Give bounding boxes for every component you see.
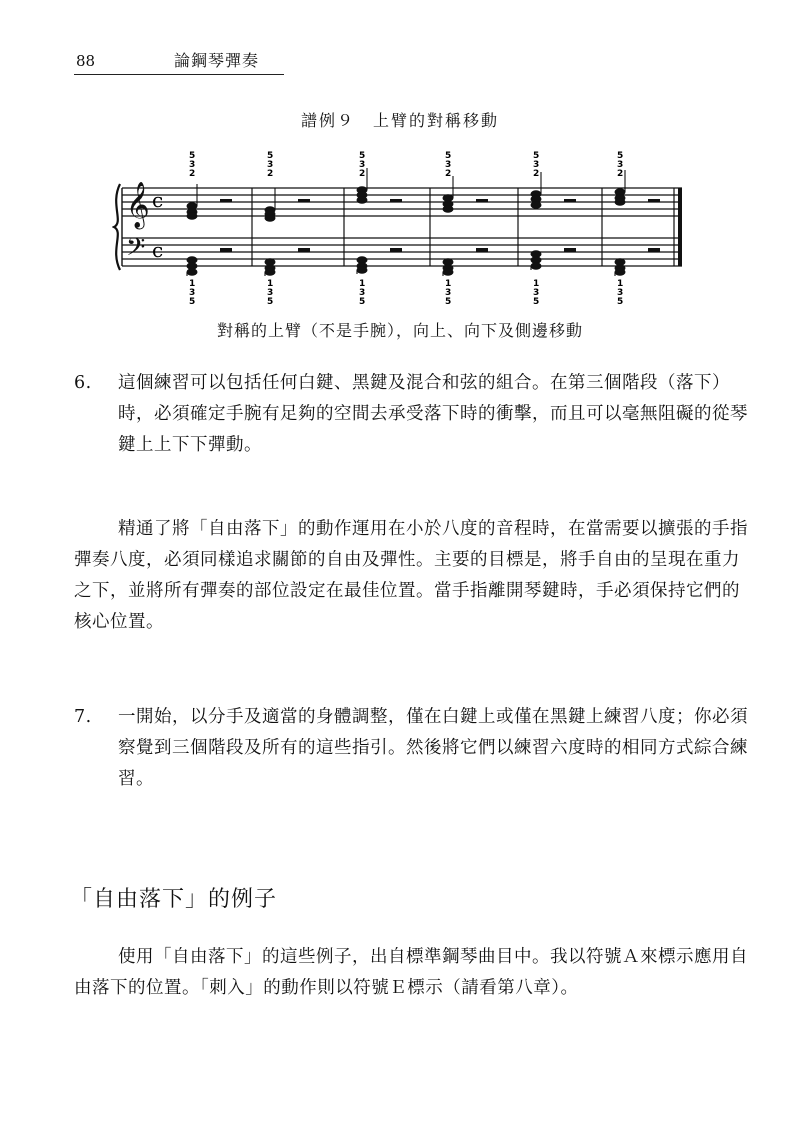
bass-note — [265, 268, 276, 276]
treble-fingering: 3 — [533, 160, 540, 170]
bass-note — [187, 268, 198, 276]
page-number: 88 — [76, 52, 96, 70]
treble-fingering: 5 — [533, 151, 540, 161]
bass-fingering: 1 — [359, 279, 366, 289]
bass-half-rest — [648, 248, 660, 252]
example-title: 譜例９ 上臂的對稱移動 — [300, 111, 499, 130]
section-heading: 「自由落下」的例子 — [70, 887, 278, 912]
treble-half-rest — [648, 199, 660, 203]
bass-note — [531, 262, 542, 270]
treble-half-rest — [298, 199, 310, 203]
music-score — [112, 144, 690, 312]
treble-fingering: 2 — [189, 169, 196, 179]
treble-fingering: 3 — [445, 160, 452, 170]
bass-note — [357, 266, 368, 274]
bass-clef-icon: 𝄢 — [126, 233, 146, 268]
item-text: 一開始，以分手及適當的身體調整，僅在白鍵上或僅在黑鍵上練習八度；你必須察覺到三個階段及所有的這些指引。然後將它們以練習六度時的相同方式綜合練習。 — [118, 707, 748, 789]
bass-fingering: 3 — [445, 288, 452, 298]
bass-fingering: 5 — [267, 297, 274, 307]
treble-fingering: 3 — [359, 160, 366, 170]
treble-half-rest — [220, 199, 232, 203]
bass-fingering: 1 — [617, 279, 624, 289]
treble-fingering: 3 — [189, 160, 196, 170]
bass-fingering: 3 — [267, 288, 274, 298]
treble-half-rest — [390, 199, 402, 203]
bass-fingering: 5 — [359, 297, 366, 307]
bass-half-rest — [476, 248, 488, 252]
bass-fingering: 3 — [533, 288, 540, 298]
bass-fingering: 5 — [189, 297, 196, 307]
time-signature-treble: c — [152, 188, 164, 212]
bass-fingering: 3 — [359, 288, 366, 298]
treble-note — [443, 205, 454, 213]
treble-fingering: 2 — [617, 169, 624, 179]
item-number: 6. — [74, 373, 92, 393]
treble-note — [187, 212, 198, 220]
bass-half-rest — [390, 248, 402, 252]
bass-note — [615, 268, 626, 276]
bass-fingering: 1 — [189, 279, 196, 289]
bass-fingering: 5 — [617, 297, 624, 307]
item-text: 這個練習可以包括任何白鍵、黑鍵及混合和弦的組合。在第三個階段（落下）時，必須確定手腕有足夠的空間去承受落下時的衝擊，而且可以毫無阻礙的從琴鍵上上下下彈動。 — [118, 373, 748, 455]
treble-half-rest — [476, 199, 488, 203]
bass-half-rest — [298, 248, 310, 252]
treble-clef-icon: 𝄞 — [126, 182, 150, 228]
treble-fingering: 2 — [267, 169, 274, 179]
treble-fingering: 2 — [359, 169, 366, 179]
treble-fingering: 2 — [533, 169, 540, 179]
treble-fingering: 3 — [617, 160, 624, 170]
bass-fingering: 5 — [445, 297, 452, 307]
treble-note — [615, 198, 626, 206]
bass-fingering: 5 — [533, 297, 540, 307]
treble-fingering: 5 — [445, 151, 452, 161]
treble-fingering: 2 — [445, 169, 452, 179]
bass-half-rest — [220, 248, 232, 252]
bass-fingering: 1 — [533, 279, 540, 289]
bass-half-rest — [564, 248, 576, 252]
bass-staff — [122, 238, 682, 266]
treble-half-rest — [564, 199, 576, 203]
treble-fingering: 5 — [617, 151, 624, 161]
treble-fingering: 5 — [189, 151, 196, 161]
example-caption: 對稱的上臂（不是手腕），向上、向下及側邊移動 — [216, 321, 583, 340]
time-signature-bass: c — [152, 238, 164, 262]
treble-note — [357, 196, 368, 204]
treble-fingering: 5 — [359, 151, 366, 161]
bass-note — [443, 268, 454, 276]
bass-fingering: 3 — [617, 288, 624, 298]
bass-fingering: 3 — [189, 288, 196, 298]
treble-fingering: 5 — [267, 151, 274, 161]
running-title: 論鋼琴彈奏 — [174, 51, 260, 70]
treble-note — [265, 214, 276, 222]
item-number: 7. — [74, 707, 92, 727]
running-header — [74, 46, 284, 75]
bass-fingering: 1 — [445, 279, 452, 289]
brace — [114, 184, 120, 270]
bass-fingering: 1 — [267, 279, 274, 289]
treble-fingering: 3 — [267, 160, 274, 170]
section-paragraph: 使用「自由落下」的這些例子，出自標準鋼琴曲目中。我以符號Ａ來標示應用自由落下的位置。「刺入」的動作則以符號Ｅ標示（請看第八章）。 — [74, 947, 748, 998]
treble-note — [531, 201, 542, 209]
body-paragraph: 精通了將「自由落下」的動作運用在小於八度的音程時，在當需要以擴張的手指彈奏八度，必須同樣追求關節的自由及彈性。主要的目標是，將手自由的呈現在重力之下，並將所有彈奏的部位設定在最佳位置。當手指離開琴鍵時，手必須保持它們的核心位置。 — [74, 519, 748, 632]
